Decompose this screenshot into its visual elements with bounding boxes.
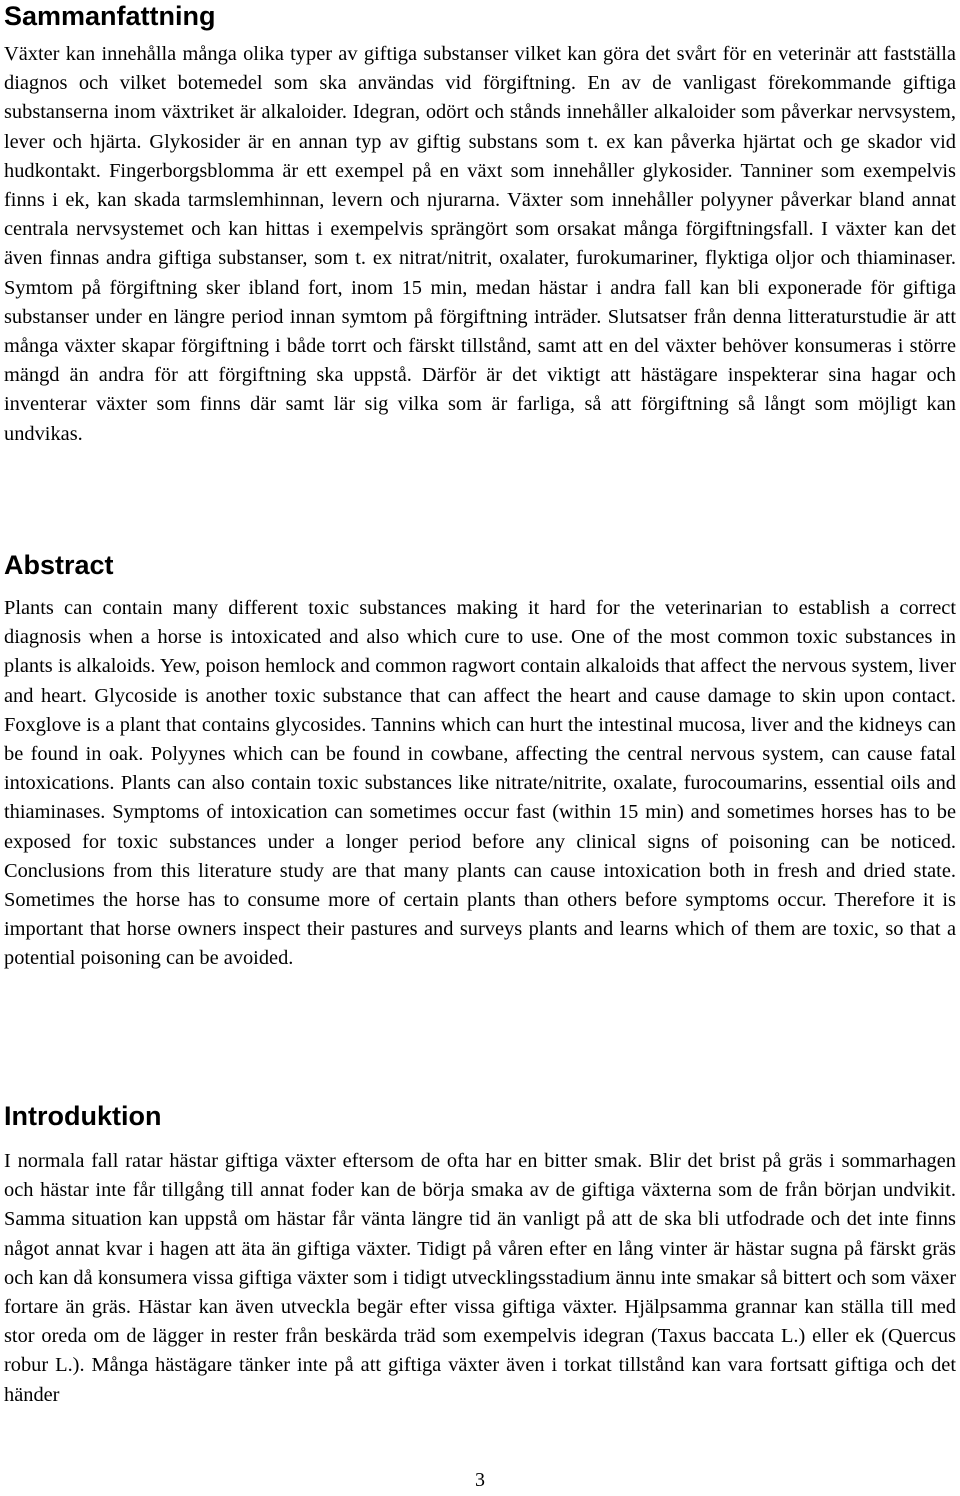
section-heading-sammanfattning: Sammanfattning	[4, 1, 216, 31]
paragraph-introduktion: I normala fall ratar hästar giftiga växter eftersom de ofta har en bitter smak. Blir det brist på gräs i sommarhagen och hästar inte får tillgång till annat foder kan de börja smaka av de giftiga växterna som de från början undvikit. Samma situation kan uppstå om hästar får vänta längre tid än vanligt på att de ska bli utfodrade och det inte finns något annat kvar i hagen att äta än giftiga växter. Tidigt på våren efter en lång vinter är hästar sugna på färskt gräs och kan då konsumera vissa giftiga växter som i tidigt utvecklingsstadium ännu inte smakar så bittert och som växer fortare än gräs. Hästar kan även utveckla begär efter vissa giftiga växter. Hjälpsamma grannar kan ställa till med stor oreda om de lägger in rester från beskärda träd som exempelvis idegran (Taxus baccata L.) eller ek (Quercus robur L.). Många hästägare tänker inte på att giftiga växter även i torkat tillstånd kan vara fortsatt giftiga och det händer	[4, 1150, 956, 1406]
section-heading-introduktion: Introduktion	[4, 1101, 162, 1131]
paragraph-sammanfattning: Växter kan innehålla många olika typer av giftiga substanser vilket kan göra det svårt för en veterinär att fastställa diagnos och vilket botemedel som ska användas vid förgiftning. En av de vanligast förekommande giftiga substanserna inom växtriket är alkaloider. Idegran, odört och stånds innehåller alkaloider som påverkar nervsystem, lever och hjärta. Glykosider är en annan typ av giftig substans som t. ex kan påverka hjärtat och ge skador vid hudkontakt. Fingerborgsblomma är ett exempel på en växt som innehåller glykosider. Tanniner som exempelvis finns i ek, kan skada tarmslemhinnan, levern och njurarna. Växter som innehåller polyyner påverkar bland annat centrala nervsystemet och kan hittas i exempelvis sprängört som orsakat många förgiftningsfall. I växter kan det även finnas andra giftiga substanser, som t. ex nitrat/nitrit, oxalater, furokumariner, flyktiga oljor och thiaminaser. Symtom på förgiftning sker ibland fort, inom 15 min, medan hästar i andra fall kan bli exponerade för giftiga substanser under en längre period innan symtom på förgiftning inträder. Slutsatser från denna litteraturstudie är att många växter skapar förgiftning i både torrt och färskt tillstånd, samt att en del växter behöver konsumeras i större mängd än andra för att förgiftning ska uppstå. Därför är det viktigt att hästägare inspekterar sina hagar och inventerar växter som finns där samt lär sig vilka som är farliga, så att förgiftning så långt som möjligt kan undvikas.	[4, 43, 956, 445]
page-number: 3	[475, 1469, 485, 1491]
paragraph-abstract: Plants can contain many different toxic substances making it hard for the veterinarian to establish a correct diagnosis when a horse is intoxicated and also which cure to use. One of the most common toxic substances in plants is alkaloids. Yew, poison hemlock and common ragwort contain alkaloids that affect the nervous system, liver and heart. Glycoside is another toxic substance that can affect the heart and cause damage to skin upon contact. Foxglove is a plant that contains glycosides. Tannins which can hurt the intestinal mucosa, liver and the kidneys can be found in oak. Polyynes which can be found in cowbane, affecting the central nervous system, can cause fatal intoxications. Plants can also contain toxic substances like nitrate/nitrite, oxalate, furocoumarins, essential oils and thiaminases. Symptoms of intoxication can sometimes occur fast (within 15 min) and sometimes horses has to be exposed for toxic substances under a longer period before any clinical signs of poisoning can be noticed. Conclusions from this literature study are that many plants can cause intoxication both in fresh and dried state. Sometimes the horse has to consume more of certain plants than others before symptoms occur. Therefore it is important that horse owners inspect their pastures and surveys plants and learns which of them are toxic, so that a potential poisoning can be avoided.	[4, 597, 956, 970]
section-heading-abstract: Abstract	[4, 550, 114, 580]
